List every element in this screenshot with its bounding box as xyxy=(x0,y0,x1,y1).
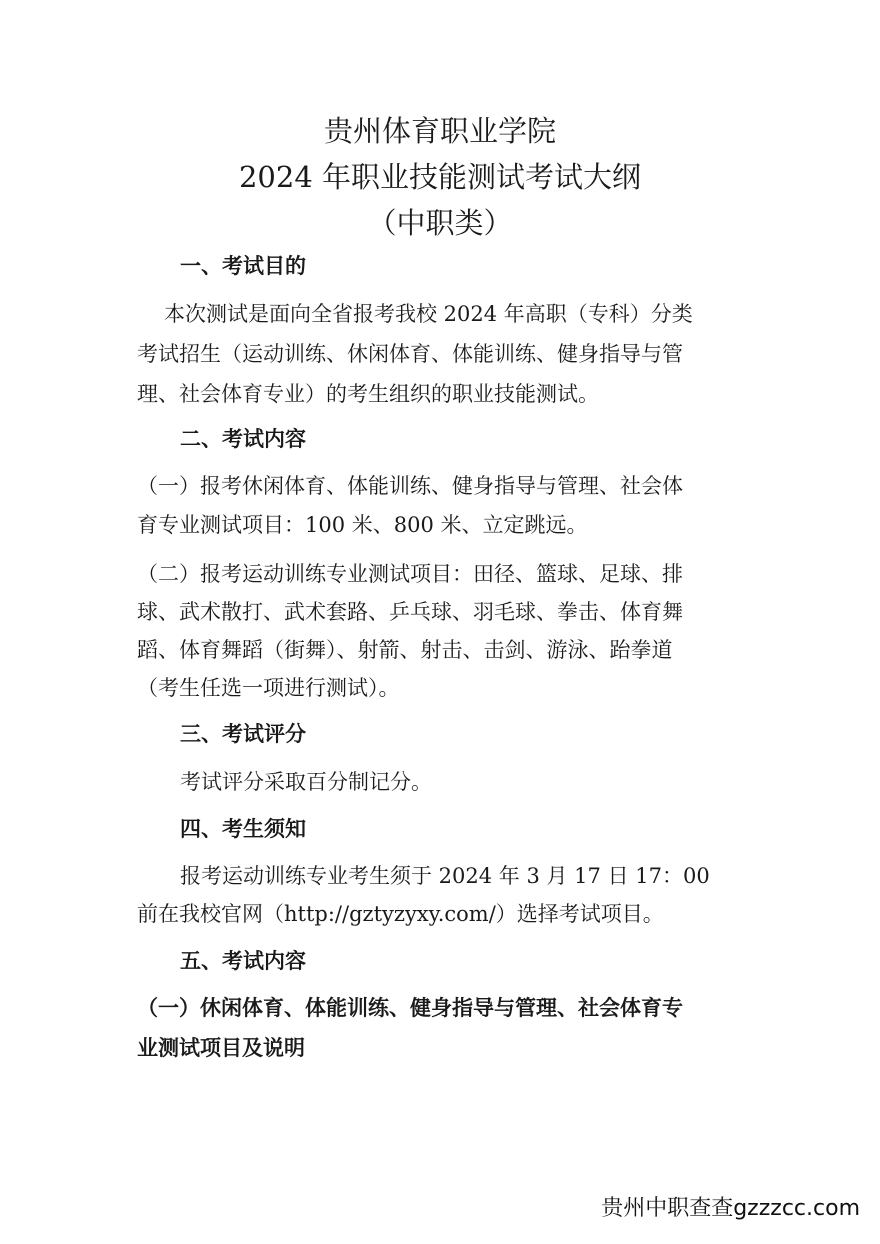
paragraph-line: （考生任选一项进行测试）。 xyxy=(137,676,400,700)
paragraph-line: （二）报考运动训练专业测试项目：田径、篮球、足球、排 xyxy=(137,562,683,586)
title-exam-outline: 2024 年职业技能测试考试大纲 xyxy=(238,160,642,194)
paragraph-line: 育专业测试项目：100 米、800 米、立定跳远。 xyxy=(137,513,588,537)
subsection-heading-line: 业测试项目及说明 xyxy=(137,1036,305,1060)
paragraph-line: 考试评分采取百分制记分。 xyxy=(180,770,432,794)
title-category: （中职类） xyxy=(367,206,513,240)
document-title xyxy=(0,108,880,246)
watermark: 贵州中职查查gzzzcc.com xyxy=(601,1196,860,1221)
paragraph-line: 前在我校官网（http://gztyzyxy.com/）选择考试项目。 xyxy=(137,902,664,926)
paragraph-line: （一）报考休闲体育、体能训练、健身指导与管理、社会体 xyxy=(137,474,683,498)
section-heading-notice: 四、考生须知 xyxy=(180,817,306,841)
section-heading-purpose: 一、考试目的 xyxy=(180,254,306,278)
paragraph-line: 理、社会体育专业）的考生组织的职业技能测试。 xyxy=(137,382,599,406)
paragraph-line: 球、武术散打、武术套路、乒乓球、羽毛球、拳击、体育舞 xyxy=(137,600,683,624)
section-heading-content: 二、考试内容 xyxy=(180,427,306,451)
title-school-name: 贵州体育职业学院 xyxy=(323,114,556,148)
subsection-heading-line: （一）休闲体育、体能训练、健身指导与管理、社会体育专 xyxy=(137,996,683,1020)
paragraph-line: 报考运动训练专业考生须于 2024 年 3 月 17 日 17：00 xyxy=(180,864,710,888)
paragraph-line: 蹈、体育舞蹈（街舞）、射箭、射击、击剑、游泳、跆拳道 xyxy=(137,638,673,662)
paragraph-line: 本次测试是面向全省报考我校 2024 年高职（专科）分类 xyxy=(164,302,693,326)
section-heading-content-2: 五、考试内容 xyxy=(180,949,306,973)
section-heading-scoring: 三、考试评分 xyxy=(180,722,306,746)
paragraph-line: 考试招生（运动训练、休闲体育、体能训练、健身指导与管 xyxy=(137,342,683,366)
